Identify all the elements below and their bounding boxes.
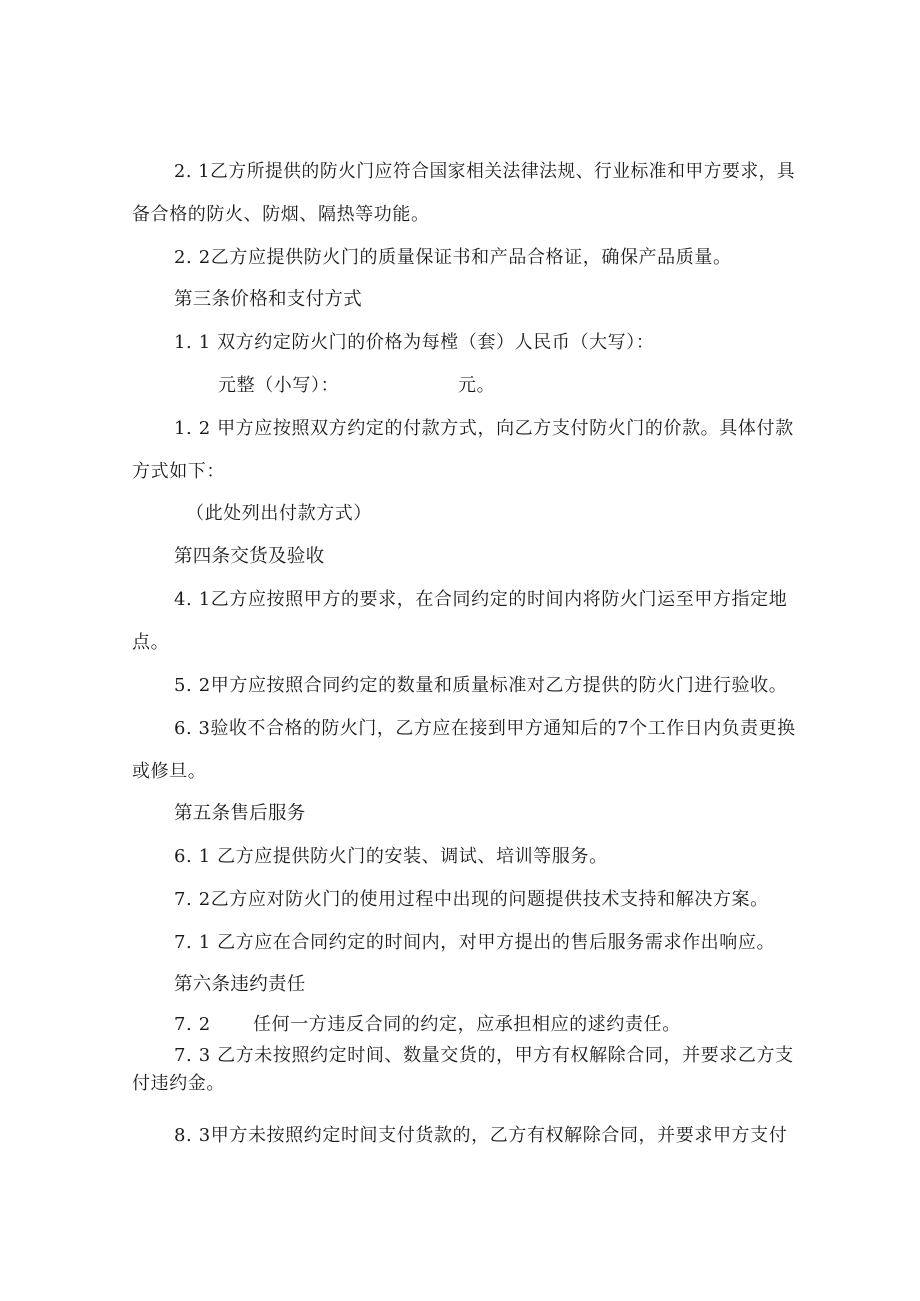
clause-2-1-line-2: 备合格的防火、防烟、隔热等功能。 bbox=[132, 204, 430, 225]
section-heading-6: 第六条违约责任 bbox=[174, 974, 306, 995]
clause-price-1-1: 1. 1 双方约定防火门的价格为每樘（套）人民币（大写）： bbox=[174, 332, 655, 353]
clause-breach-8-3: 8. 3甲方未按照约定时间支付货款的，乙方有权解除合同，并要求甲方支付 bbox=[174, 1125, 788, 1146]
clause-acceptance: 5. 2甲方应按照合同约定的数量和质量标准对乙方提供的防火门进行验收。 bbox=[174, 675, 788, 696]
clause-response-7-1: 7. 1 乙方应在合同约定的时间内，对甲方提出的售后服务需求作出响应。 bbox=[174, 932, 776, 953]
clause-rejection-line-2: 或修旦。 bbox=[132, 761, 207, 782]
clause-delivery-line-1: 4. 1乙方应按照甲方的要求，在合同约定的时间内将防火门运至甲方指定地 bbox=[174, 589, 788, 610]
clause-breach-7-3-line-1: 7. 3 乙方未按照约定时间、数量交货的，甲方有权解除合同，并要求乙方支 bbox=[174, 1045, 794, 1066]
clause-delivery-line-2: 点。 bbox=[132, 632, 170, 653]
price-currency-unit: 元。 bbox=[458, 375, 496, 396]
section-heading-4: 第四条交货及验收 bbox=[174, 546, 325, 567]
clause-2-2: 2. 2乙方应提供防火门的质量保证书和产品合格证，确保产品质量。 bbox=[174, 247, 732, 268]
clause-breach-7-3-line-2: 付违约金。 bbox=[132, 1073, 225, 1094]
clause-payment-1-2-line-2: 方式如下： bbox=[132, 461, 225, 482]
clause-number-7-2: 7. 2 bbox=[174, 1014, 211, 1035]
price-amount-label: 元整（小写）： bbox=[218, 375, 340, 396]
clause-2-1-line-1: 2. 1乙方所提供的防火门应符合国家相关法律法规、行业标准和甲方要求，具 bbox=[174, 161, 796, 182]
section-heading-3: 第三条价格和支付方式 bbox=[174, 289, 363, 310]
clause-rejection-line-1: 6. 3验收不合格的防火门，乙方应在接到甲方通知后的7个工作日内负责更换 bbox=[174, 718, 796, 739]
clause-payment-1-2-line-1: 1. 2 甲方应按照双方约定的付款方式，向乙方支付防火门的价款。具体付款 bbox=[174, 418, 794, 439]
clause-breach-text: 任何一方违反合同的约定，应承担相应的逑约责任。 bbox=[253, 1014, 681, 1035]
payment-method-placeholder: （此处列出付款方式） bbox=[186, 503, 372, 524]
section-heading-5: 第五条售后服务 bbox=[174, 803, 306, 824]
clause-support-7-2: 7. 2乙方应对防火门的使用过程中出现的问题提供技术支持和解决方案。 bbox=[174, 889, 769, 910]
clause-service-6-1: 6. 1 乙方应提供防火门的安装、调试、培训等服务。 bbox=[174, 846, 608, 867]
